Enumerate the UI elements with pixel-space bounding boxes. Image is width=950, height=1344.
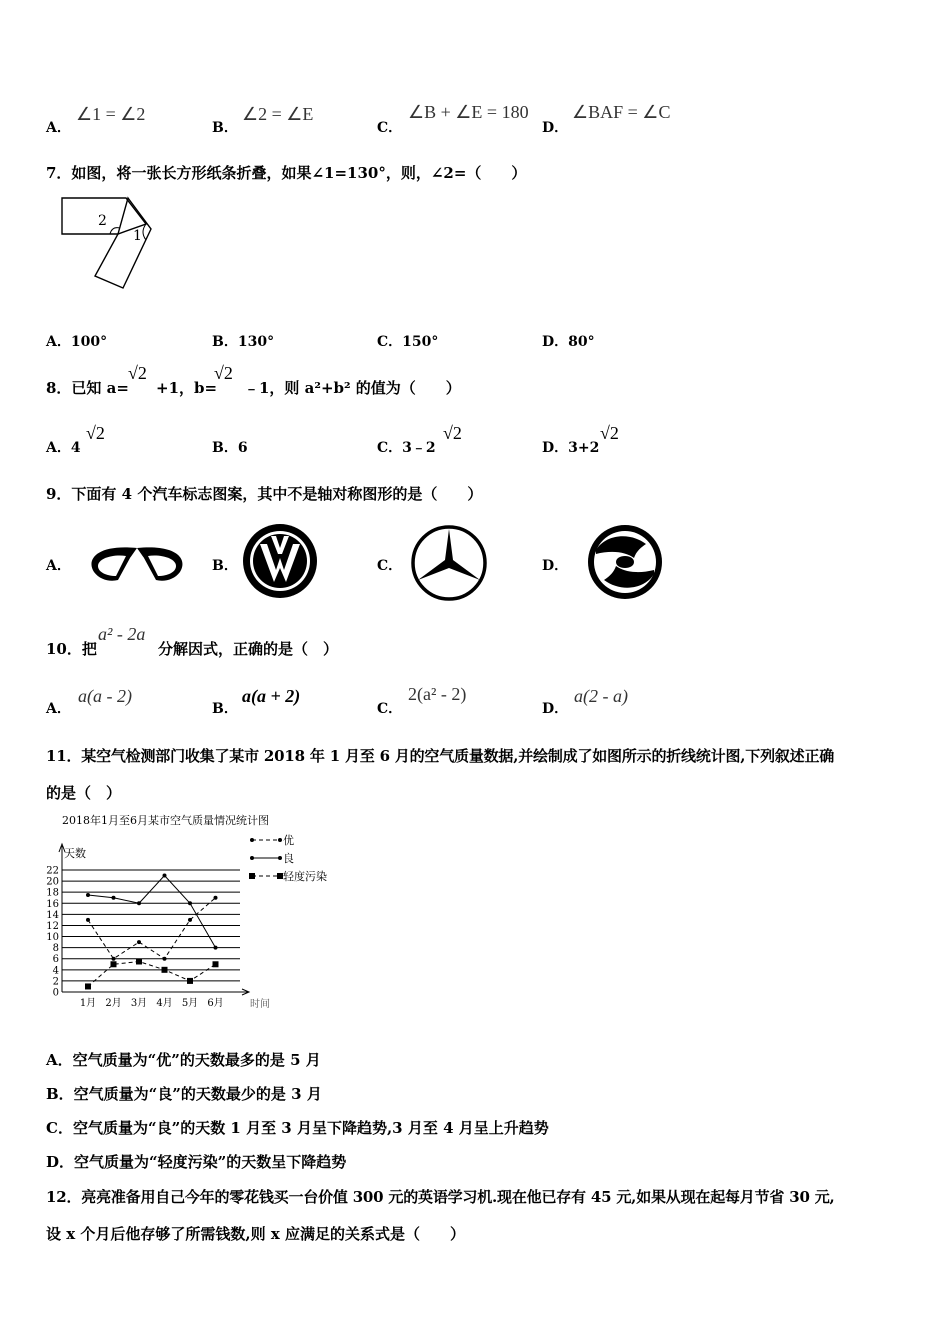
series-point xyxy=(86,893,90,897)
y-tick-label: 14 xyxy=(46,909,59,921)
q6-option-a-label: A． xyxy=(46,120,71,136)
q12-line2: 设 x 个月后他存够了所需钱数,则 x 应满足的关系式是（ ） xyxy=(46,1225,465,1243)
series-point xyxy=(86,918,90,922)
series-point xyxy=(213,961,219,967)
q12-line1: 12．亮亮准备用自己今年的零花钱买一台价值 300 元的英语学习机.现在他已存有 45 元,如果从现在起每月节省 30 元, xyxy=(46,1188,835,1206)
series-line-0 xyxy=(88,898,216,959)
q8-option-a-text: 4 xyxy=(70,440,81,456)
q10-stem-a: 10．把 xyxy=(46,640,97,658)
q11-option-d: D．空气质量为“轻度污染”的天数呈下降趋势 xyxy=(46,1153,347,1171)
q10-option-c-label: C． xyxy=(377,701,403,717)
q8-option-c-text: 3﹣2 xyxy=(402,440,436,456)
q8-option-a-sqrt: √2 xyxy=(86,423,105,443)
series-point xyxy=(137,901,141,905)
series-point xyxy=(136,959,142,965)
q7-option-b-label: B． xyxy=(212,334,238,350)
q11-stem-line2: 的是（ ） xyxy=(46,784,122,802)
chart-title: 2018年1月至6月某市空气质量情况统计图 xyxy=(62,814,269,827)
q7-option-c-text: 150° xyxy=(402,334,439,350)
x-tick-label: 4月 xyxy=(156,998,173,1009)
q10-stem-b: 分解因式，正确的是（ ） xyxy=(158,640,339,658)
q8-option-d-label: D． xyxy=(542,440,569,456)
series-point xyxy=(112,896,116,900)
series-line-2 xyxy=(88,962,216,987)
q8-option-a-label: A． xyxy=(46,440,71,456)
x-tick-label: 6月 xyxy=(207,998,224,1009)
q11-option-c: C．空气质量为“良”的天数 1 月至 3 月呈下降趋势,3 月至 4 月呈上升趋势 xyxy=(46,1119,549,1137)
q6-option-b-expr: ∠2 = ∠E xyxy=(242,104,314,124)
q8-option-c-label: C． xyxy=(377,440,403,456)
logo-infiniti-icon xyxy=(86,538,188,590)
series-point xyxy=(163,874,167,878)
q8-option-d-text: 3+2 xyxy=(568,440,600,456)
q11-line-chart xyxy=(40,810,340,1015)
q9-option-d-label: D． xyxy=(542,558,569,574)
q7-stem: 7．如图，将一张长方形纸条折叠，如果∠1=130°，则，∠2=（ ） xyxy=(46,164,527,182)
q9-option-c-label: C． xyxy=(377,558,403,574)
q10-option-b-label: B． xyxy=(212,701,238,717)
legend-marker xyxy=(250,856,254,860)
series-point xyxy=(188,918,192,922)
series-point xyxy=(214,896,218,900)
q8-option-d-sqrt: √2 xyxy=(600,423,619,443)
q10-option-b-expr: a(a + 2) xyxy=(242,686,301,706)
x-tick-label: 5月 xyxy=(181,998,199,1009)
q6-option-c-expr: ∠B + ∠E = 180 xyxy=(408,102,529,122)
q9-option-b-label: B． xyxy=(212,558,238,574)
logo-volkswagen-icon xyxy=(240,522,320,600)
q7-figure xyxy=(58,194,158,290)
x-axis-label: 时间 xyxy=(250,999,270,1010)
q8-stem-a: 8．已知 a= xyxy=(46,379,129,397)
y-tick-label: 6 xyxy=(52,954,59,966)
q11-option-a: A．空气质量为“优”的天数最多的是 5 月 xyxy=(46,1051,321,1069)
series-point xyxy=(187,978,193,984)
q8-option-c-sqrt: √2 xyxy=(443,423,462,443)
q8-sqrt-b: √2 xyxy=(214,363,233,383)
q10-option-d-label: D． xyxy=(542,701,569,717)
q11-option-b: B．空气质量为“良”的天数最少的是 3 月 xyxy=(46,1085,322,1103)
q10-option-c-expr: 2(a² - 2) xyxy=(408,684,467,704)
legend-label: 优 xyxy=(283,834,294,847)
y-tick-label: 16 xyxy=(46,898,59,910)
logo-mercedes-icon xyxy=(408,524,490,602)
q10-option-a-label: A． xyxy=(46,701,71,717)
y-tick-label: 12 xyxy=(46,920,59,932)
q7-option-b-text: 130° xyxy=(237,334,275,350)
legend-marker xyxy=(249,873,255,879)
x-tick-label: 2月 xyxy=(105,998,122,1009)
series-point xyxy=(162,967,168,973)
series-point xyxy=(85,983,91,989)
series-point xyxy=(137,940,141,944)
q8-stem-b: +1，b= xyxy=(156,379,218,397)
legend-label: 良 xyxy=(283,852,294,865)
q8-sqrt-a: √2 xyxy=(128,363,147,383)
y-tick-label: 4 xyxy=(52,965,59,977)
q8-option-b-text: 6 xyxy=(237,440,248,456)
legend-label: 轻度污染 xyxy=(283,870,327,883)
y-tick-label: 18 xyxy=(46,887,59,899)
series-point xyxy=(163,957,167,961)
q9-option-a-label: A． xyxy=(46,558,71,574)
y-tick-label: 8 xyxy=(52,943,59,955)
x-tick-label: 3月 xyxy=(130,998,148,1009)
series-point xyxy=(112,957,116,961)
q7-option-d-text: 80° xyxy=(568,334,595,350)
q7-fig-label-1: 1 xyxy=(133,228,142,244)
q7-option-a-text: 100° xyxy=(70,334,108,350)
q11-stem-line1: 11．某空气检测部门收集了某市 2018 年 1 月至 6 月的空气质量数据,并绘制成了如图所示的折线统计图,下列叙述正确 xyxy=(46,747,835,765)
logo-swirl-icon xyxy=(586,524,664,600)
q8-stem-c: ﹣1，则 a²+b² 的值为（ ） xyxy=(244,379,461,397)
q7-option-d-label: D． xyxy=(542,334,569,350)
legend-marker xyxy=(250,838,254,842)
q7-option-c-label: C． xyxy=(377,334,403,350)
x-tick-label: 1月 xyxy=(79,998,97,1009)
q6-option-d-expr: ∠BAF = ∠C xyxy=(572,102,671,122)
q7-fig-label-2: 2 xyxy=(98,213,107,229)
series-point xyxy=(188,901,192,905)
y-tick-label: 20 xyxy=(46,876,59,888)
q10-option-a-expr: a(a - 2) xyxy=(78,686,132,706)
q10-expr: a² - 2a xyxy=(98,624,146,644)
y-tick-label: 22 xyxy=(46,865,59,877)
q6-option-a-expr: ∠1 = ∠2 xyxy=(76,104,146,124)
q6-option-d-label: D． xyxy=(542,120,569,136)
legend-marker xyxy=(278,838,282,842)
y-axis-label: 天数 xyxy=(64,847,86,860)
legend-marker xyxy=(278,856,282,860)
y-tick-label: 10 xyxy=(46,932,59,944)
y-tick-label: 0 xyxy=(52,987,59,999)
q8-option-b-label: B． xyxy=(212,440,238,456)
q6-option-b-label: B． xyxy=(212,120,238,136)
q7-option-a-label: A． xyxy=(46,334,71,350)
series-point xyxy=(111,961,117,967)
y-tick-label: 2 xyxy=(52,976,59,988)
q9-stem: 9．下面有 4 个汽车标志图案，其中不是轴对称图形的是（ ） xyxy=(46,485,483,503)
q10-option-d-expr: a(2 - a) xyxy=(574,686,628,706)
q6-option-c-label: C． xyxy=(377,120,403,136)
series-point xyxy=(214,946,218,950)
